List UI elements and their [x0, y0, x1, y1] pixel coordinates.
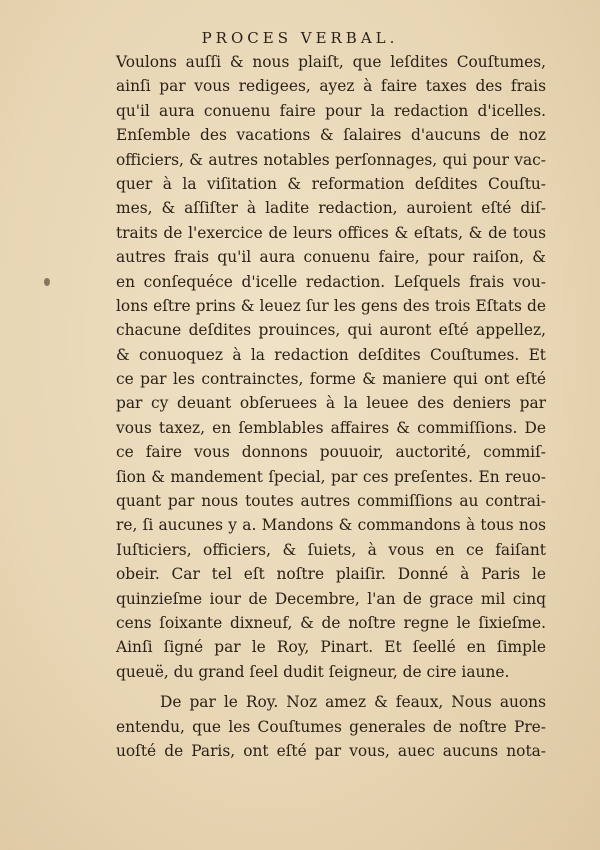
text-line: autres frais qu'il aura conuenu faire, pour raiſon, & — [116, 248, 546, 267]
text-line: vous taxez, en ſemblables affaires & commiſſions. De — [116, 418, 546, 437]
body-text — [116, 50, 546, 763]
ink-stain — [44, 278, 50, 286]
text-line: cens ſoixante dixneuf, & de noſtre regne le ſixieſme. — [116, 613, 546, 632]
text-line: chacune deſdites prouinces, qui auront eſté appellez, — [116, 321, 546, 340]
text-line: queuë, du grand ſeel dudit ſeigneur, de cire iaune. — [116, 662, 510, 681]
text-line: Ainſi ſigné par le Roy, Pinart. Et ſeellé en ſimple — [116, 638, 546, 657]
text-line: ce par les contrainctes, forme & maniere qui ont eſté — [116, 370, 546, 389]
text-line: ce faire vous donnons pouuoir, auctorité, commiſ- — [116, 443, 546, 462]
text-line: entendu, que les Couſtumes generales de noſtre Pre- — [116, 717, 546, 736]
text-line: re, ſi aucunes y a. Mandons & commandons à tous nos — [116, 516, 546, 535]
text-line: en conſequéce d'icelle redaction. Leſquels frais vou- — [116, 272, 546, 291]
text-line: officiers, & autres notables perſonnages, qui pour vac- — [116, 150, 546, 169]
text-line: qu'il aura conuenu faire pour la redaction d'icelles. — [116, 101, 546, 120]
text-line: De par le Roy. Noz amez & feaux, Nous auons — [160, 693, 546, 712]
text-line: uoſté de Paris, ont eſté par vous, auec aucuns nota- — [116, 741, 546, 760]
text-line: quinzieſme iour de Decembre, l'an de grace mil cinq — [116, 589, 546, 608]
text-line: Voulons auſſi & nous plaiſt, que leſdites Couſtumes, — [116, 53, 546, 71]
text-line: Iuſticiers, officiers, & ſuiets, à vous en ce faiſant — [116, 540, 546, 559]
text-line: ainſi par vous redigees, ayez à faire taxes des frais — [116, 77, 546, 96]
text-line: traits de l'exercice de leurs offices & eſtats, & de tous — [116, 223, 546, 242]
text-line: quant par nous toutes autres commiſſions au contrai- — [116, 492, 546, 511]
text-line: Enſemble des vacations & ſalaires d'aucuns de noz — [116, 126, 546, 145]
text-line: ſion & mandement ſpecial, par ces preſentes. En reuo- — [116, 467, 546, 486]
text-line: par cy deuant obſeruees à la leuee des deniers par — [116, 394, 546, 413]
text-line: obeir. Car tel eſt noſtre plaiſir. Donné à Paris le — [116, 565, 546, 584]
text-line: lons eſtre prins & leuez ſur les gens des trois Eſtats de — [116, 296, 546, 315]
text-line: & conuoquez à la redaction deſdites Couſtumes. Et — [116, 345, 546, 364]
text-line: mes, & aſſiſter à ladite redaction, auroient eſté diſ- — [116, 199, 546, 218]
running-head: PROCES VERBAL. — [201, 29, 399, 47]
text-line: quer à la viſitation & reformation deſdites Couſtu- — [116, 174, 546, 193]
